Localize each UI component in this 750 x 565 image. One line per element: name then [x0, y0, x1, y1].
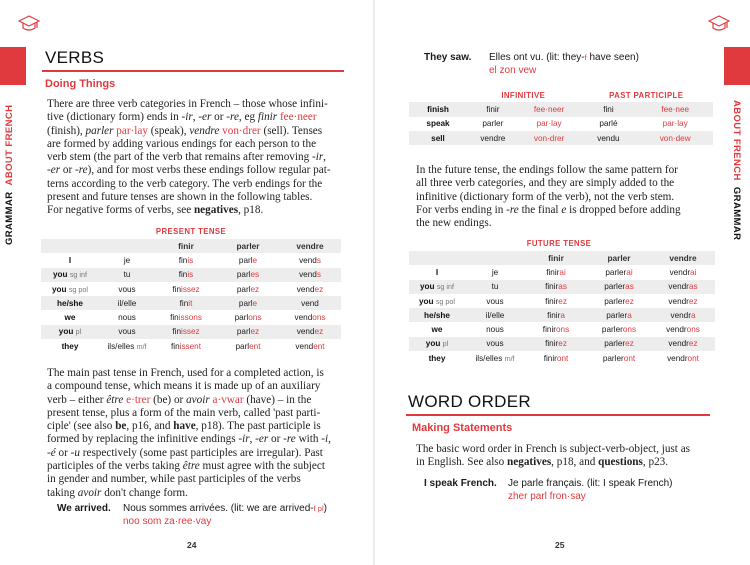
person-english: you sg inf	[409, 280, 465, 294]
verb-form-finir: finirez	[525, 337, 587, 351]
verb-form-finir: finissez	[155, 325, 217, 339]
participle-pronunciation: par·lay	[662, 119, 688, 129]
verb-form-parler: parlera	[587, 308, 651, 322]
table-header	[41, 239, 99, 253]
person-pronoun: il/elle	[99, 296, 155, 310]
title-rule	[42, 70, 344, 72]
side-label: ABOUT FRENCH GRAMMAR	[731, 100, 742, 241]
verb-form-vendre: vends	[299, 255, 321, 265]
example-pronunciation: noo som za·ree·vay	[123, 516, 212, 527]
example-pronunciation: el zon vew	[489, 65, 537, 76]
table-row	[41, 268, 341, 282]
example-sentence	[424, 478, 714, 506]
table-row	[41, 296, 341, 310]
table-row	[409, 294, 715, 308]
person-english: you sg pol	[51, 284, 89, 294]
future-tense-table	[409, 251, 715, 365]
verb-form-finir: finirez	[545, 296, 567, 306]
table-caption: FUTURE TENSE	[526, 239, 592, 248]
verb-form-finir: finit	[155, 296, 217, 310]
page-number: 25	[555, 540, 565, 550]
verb-english: finish	[409, 102, 467, 116]
table-header	[409, 251, 465, 265]
past-tense-paragraph: The main past tense in French, used for a completed action, is a compound tense, which means it is made up of an auxiliary verb – either être e·trer (be) or avoir a·vwar (have) – in the present tense, plus a form of the main verb, called 'past parti- ciple' (see also be, p16, and have, p18). The past participle is formed by replacing the infinitive endings -ir, -er or -re with -i, -é or -u respectively (some past participles are irregular). Past participles of the verbs taking être must agree with the subject in gender and number, while past participles of the verbs taking avoir don't change form.	[47, 367, 331, 499]
example-french: Je parle français. (lit: I speak French)	[508, 478, 673, 489]
verb-form-vendre: vendront	[667, 353, 699, 363]
person-english: we	[64, 313, 76, 323]
table-header: parler	[587, 251, 651, 265]
example-pronunciation: zher parl fron·say	[508, 491, 586, 502]
example-sentence	[424, 52, 714, 80]
verb-form-vendre: vendrons	[666, 325, 700, 335]
verb-form-finir: finissent	[170, 341, 202, 351]
verb-english: speak	[426, 119, 450, 129]
person-pronoun: ils/elles m/f	[475, 353, 515, 363]
person-pronoun: je	[123, 255, 131, 265]
side-tab	[0, 47, 26, 85]
table-row	[409, 265, 715, 279]
person-english: I	[435, 267, 439, 277]
verb-form-parler: parlez	[217, 325, 279, 339]
side-tab	[724, 47, 750, 85]
page-number: 24	[187, 540, 197, 550]
title-rule	[406, 414, 710, 416]
graduation-cap-icon	[708, 14, 730, 34]
section-title: WORD ORDER	[408, 392, 531, 411]
verb-form-vendre: vendrez	[651, 337, 715, 351]
table-row	[41, 339, 341, 353]
verb-form-vendre: vendrez	[668, 296, 698, 306]
table-row	[41, 310, 341, 324]
person-pronoun: il/elle	[465, 308, 525, 322]
table-row	[41, 282, 341, 296]
section-subtitle: Making Statements	[412, 422, 513, 434]
table-row	[409, 131, 713, 145]
past-participle: parlé	[599, 119, 618, 129]
table-header: parler	[217, 239, 279, 253]
person-pronoun: nous	[118, 313, 136, 323]
table-header: finir	[525, 251, 587, 265]
page-title: VERBS	[45, 48, 105, 67]
table-row	[41, 253, 341, 267]
table-row	[409, 280, 715, 294]
person-english: you sg pol	[418, 296, 456, 306]
verb-form-vendre: vendez	[279, 325, 341, 339]
person-pronoun: vous	[486, 296, 504, 306]
verb-form-parler: parlerons	[601, 325, 637, 335]
table-row	[409, 337, 715, 351]
person-english: you pl	[41, 325, 99, 339]
past-participle-table	[409, 88, 713, 145]
word-order-paragraph: The basic word order in French is subject-verb-object, just as in English. See also negatives, p18, and questions, p23.	[416, 443, 691, 469]
participle-pronunciation: von·dew	[637, 131, 713, 145]
table-header	[465, 251, 525, 265]
verb-form-parler: parleront	[602, 353, 636, 363]
example-english: They saw.	[424, 52, 472, 63]
example-english: We arrived.	[57, 503, 111, 514]
verb-form-parler: parlons	[234, 313, 262, 323]
verb-form-parler: parlent	[235, 341, 261, 351]
person-pronoun: vous	[99, 325, 155, 339]
verb-form-vendre: vendez	[296, 284, 324, 294]
person-english: he/she	[41, 296, 99, 310]
person-english: he/she	[409, 308, 465, 322]
participle-pronunciation: fee·nee	[637, 102, 713, 116]
table-row	[409, 102, 713, 116]
infinitive: parler	[482, 119, 504, 129]
future-tense-paragraph: In the future tense, the endings follow the same pattern for all three verb categories, and they are simply added to the infinitive (dictionary form of the verb), not the verb stem. For verbs ending in -re the final e is dropped before adding the new endings.	[416, 164, 681, 230]
verb-form-parler: parlez	[236, 284, 260, 294]
infinitive-pronunciation: par·lay	[536, 119, 562, 129]
side-label: GRAMMAR ABOUT FRENCH	[4, 104, 15, 245]
table-header: PAST PARTICIPLE	[609, 90, 684, 100]
person-pronoun: nous	[486, 325, 504, 335]
table-caption: PRESENT TENSE	[155, 227, 227, 236]
present-tense-table	[41, 239, 341, 353]
verb-form-parler: parlerez	[587, 337, 651, 351]
verb-form-vendre: vendent	[295, 341, 325, 351]
past-participle: fini	[579, 102, 637, 116]
verb-form-vendre: vendons	[294, 313, 326, 323]
table-row	[409, 351, 715, 365]
past-participle: vendu	[579, 131, 637, 145]
graduation-cap-icon	[18, 14, 40, 34]
right-page	[375, 0, 750, 565]
example-french: Nous sommes arrivées. (lit: we are arrived-f pl)	[123, 503, 327, 514]
person-english: you sg inf	[41, 268, 99, 282]
example-english: I speak French.	[424, 478, 497, 489]
verb-form-vendre: vendrai	[669, 267, 697, 277]
person-english: you pl	[409, 337, 465, 351]
section-subtitle: Doing Things	[45, 78, 116, 90]
intro-paragraph: There are three verb categories in French – those whose infini- tive (dictionary form) ends in -ir, -er or -re, eg finir fee·neer (finish), parler par·lay (speak), vendre von·drer (sell). Tenses are formed by adding various endings for each person to the verb stem (the part of the verb that remains after removing -ir, -er or -re), and for most verbs these endings follow regular pat- terns according to the verb category. The verb endings for the present and future tenses are shown in the following tables. For negative forms of verbs, see negatives, p18.	[47, 98, 331, 217]
person-pronoun: je	[491, 267, 499, 277]
verb-form-parler: parlerez	[604, 296, 634, 306]
verb-form-vendre: vendras	[651, 280, 715, 294]
table-header	[99, 239, 155, 253]
table-header: vendre	[279, 239, 341, 253]
verb-form-parler: parle	[238, 255, 258, 265]
table-header: finir	[155, 239, 217, 253]
verb-form-finir: finirai	[546, 267, 566, 277]
verb-english: sell	[409, 131, 467, 145]
table-header: INFINITIVE	[501, 90, 546, 100]
example-sentence	[57, 503, 357, 531]
verb-form-finir: finissons	[170, 313, 202, 323]
verb-form-vendre: vends	[279, 268, 341, 282]
infinitive: finir	[467, 102, 519, 116]
table-header: vendre	[651, 251, 715, 265]
person-pronoun: ils/elles m/f	[107, 341, 147, 351]
person-english: they	[61, 341, 79, 351]
table-row	[41, 325, 341, 339]
verb-form-finir: finis	[178, 255, 194, 265]
person-english: we	[431, 325, 443, 335]
person-pronoun: vous	[118, 284, 136, 294]
verb-form-parler: parlerai	[605, 267, 633, 277]
verb-form-parler: parles	[217, 268, 279, 282]
verb-form-finir: finiras	[525, 280, 587, 294]
person-pronoun: vous	[465, 337, 525, 351]
verb-form-parler: parle	[217, 296, 279, 310]
verb-form-finir: finissez	[172, 284, 200, 294]
verb-form-parler: parleras	[587, 280, 651, 294]
person-english: they	[428, 353, 446, 363]
verb-form-finir: finis	[155, 268, 217, 282]
verb-form-finir: finirons	[542, 325, 570, 335]
person-english: I	[68, 255, 72, 265]
infinitive-pronunciation: von·drer	[519, 131, 580, 145]
verb-form-finir: finira	[525, 308, 587, 322]
table-row	[409, 308, 715, 322]
table-row	[409, 322, 715, 336]
infinitive: vendre	[467, 131, 519, 145]
verb-form-vendre: vend	[279, 296, 341, 310]
infinitive-pronunciation: fee·neer	[519, 102, 580, 116]
example-french: Elles ont vu. (lit: they-f have seen)	[489, 52, 639, 63]
verb-form-finir: finiront	[543, 353, 569, 363]
person-pronoun: tu	[99, 268, 155, 282]
verb-form-vendre: vendra	[651, 308, 715, 322]
table-row	[409, 117, 713, 131]
person-pronoun: tu	[465, 280, 525, 294]
